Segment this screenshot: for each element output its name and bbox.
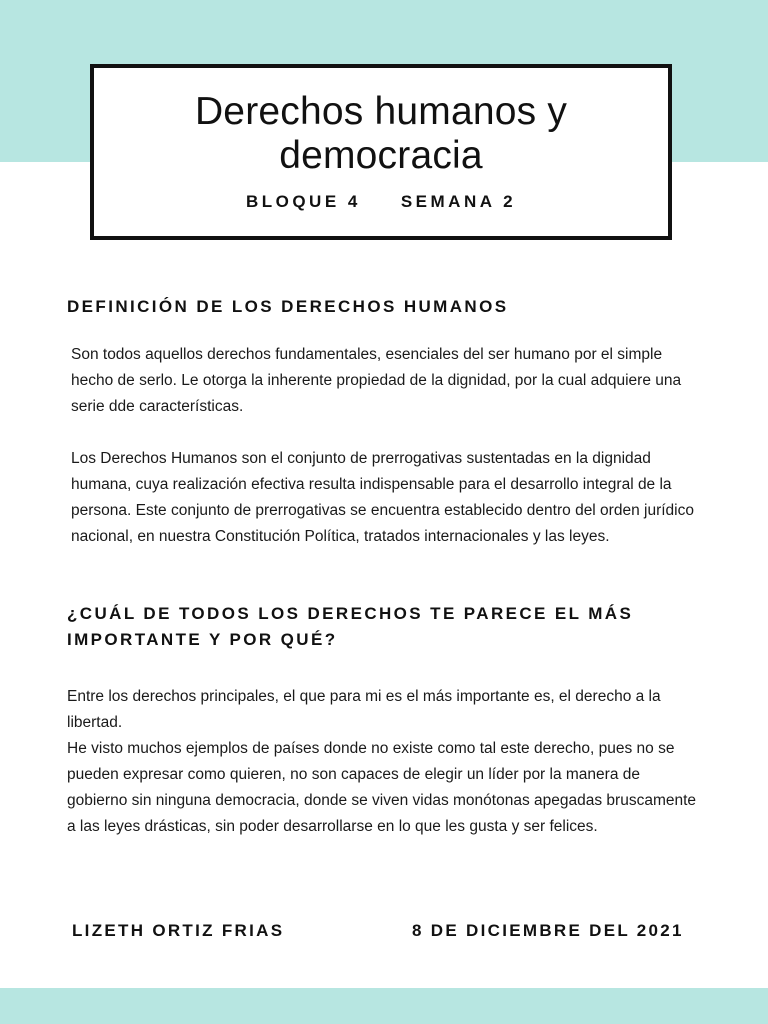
definition-paragraph-2: Los Derechos Humanos son el conjunto de prerrogativas sustentadas en la dignidad humana, cuya realización efectiva resulta indispensable para el desarrollo integral de la persona. Este conjunto de prerrogativas se encuentra establecido dentro del orden jurídico nacional, en nuestra Constitución Política, tratados internacionales y las leyes.	[71, 450, 694, 545]
section-heading-question	[67, 601, 707, 653]
page-title	[94, 90, 668, 178]
title-box	[90, 64, 672, 240]
answer-paragraph-1: Entre los derechos principales, el que para mi es el más importante es, el derecho a la libertad.	[67, 688, 661, 731]
subtitle	[94, 192, 668, 212]
bottom-accent-band	[0, 988, 768, 1024]
answer-paragraph-2: He visto muchos ejemplos de países donde no existe como tal este derecho, pues no se pueden expresar como quieren, no son capaces de elegir un líder por la manera de gobierno sin ninguna democracia, donde se viven vidas monótonas apegadas bruscamente a las leyes drásticas, sin poder desarrollarse en lo que les gusta y ser felices.	[67, 740, 697, 835]
document-date: 8 DE DICIEMBRE DEL 2021	[412, 921, 684, 940]
section-heading-definition: DEFINICIÓN DE LOS DERECHOS HUMANOS	[67, 297, 509, 316]
title-line-2: democracia	[279, 134, 483, 177]
definition-paragraph-1: Son todos aquellos derechos fundamentales, esenciales del ser humano por el simple hecho de serlo. Le otorga la inherente propiedad de la dignidad, por la cual adquiere una serie dde características.	[71, 346, 682, 415]
author-name: LIZETH ORTIZ FRIAS	[72, 921, 285, 940]
week-label: SEMANA 2	[400, 192, 517, 211]
question-line-2: IMPORTANTE Y POR QUÉ?	[67, 630, 338, 649]
title-line-1: Derechos humanos y	[194, 90, 568, 133]
block-label: BLOQUE 4	[245, 192, 361, 211]
question-line-1: ¿CUÁL DE TODOS LOS DERECHOS TE PARECE EL MÁS	[67, 604, 634, 623]
